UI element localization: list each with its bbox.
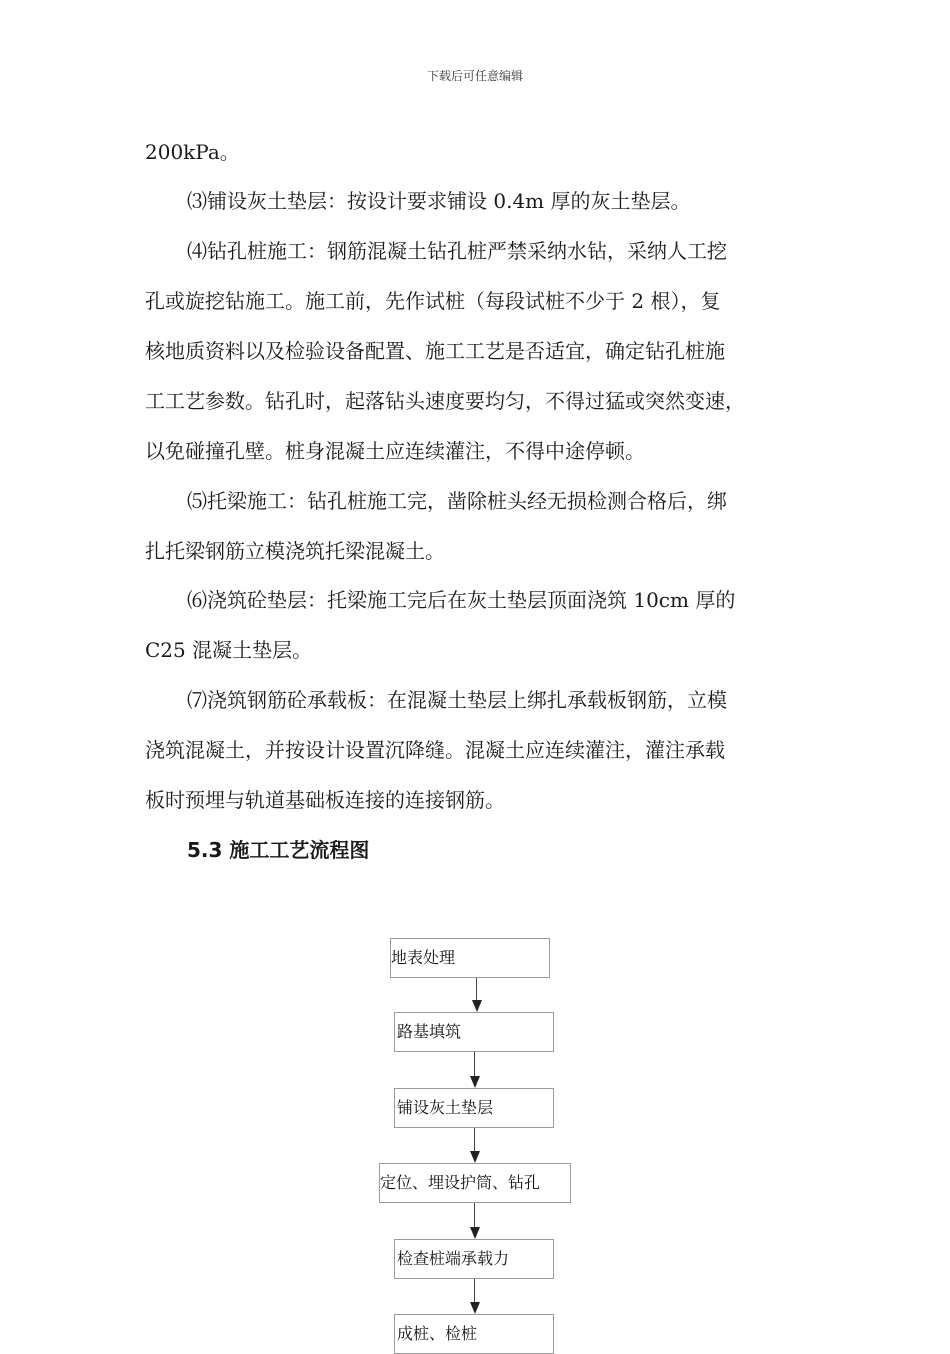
- text-line: C25 混凝土垫层。: [145, 638, 313, 662]
- flow-step-label: 定位、埋设护筒、钻孔: [380, 1173, 541, 1192]
- text-line: 核地质资料以及检验设备配置、施工工艺是否适宜，确定钻孔桩施: [145, 339, 725, 363]
- text-line: ⑷钻孔桩施工：钢筋混凝土钻孔桩严禁采纳水钻，采纳人工挖: [187, 239, 727, 263]
- text-line: 板时预埋与轨道基础板连接的连接钢筋。: [145, 788, 505, 812]
- text-line: 以免碰撞孔壁。桩身混凝土应连续灌注，不得中途停顿。: [145, 439, 645, 463]
- page-header: 下载后可任意编辑: [426, 69, 523, 83]
- section-heading: 5.3 施工工艺流程图: [187, 838, 370, 862]
- text-line: ⑹浇筑砼垫层：托梁施工完后在灰土垫层顶面浇筑 10cm 厚的: [187, 588, 736, 612]
- text-line: 工工艺参数。钻孔时，起落钻头速度要均匀，不得过猛或突然变速，: [145, 389, 745, 413]
- flow-step-label: 铺设灰土垫层: [397, 1098, 494, 1117]
- flow-step-label: 地表处理: [391, 948, 456, 967]
- flow-step-box: [390, 938, 550, 978]
- flow-step-label: 检查桩端承载力: [397, 1249, 510, 1268]
- flow-arrow: [472, 978, 482, 1012]
- flow-step-box: [379, 1163, 571, 1203]
- text-line: 浇筑混凝土，并按设计设置沉降缝。混凝土应连续灌注，灌注承载: [145, 738, 725, 762]
- flow-step-box: [394, 1088, 554, 1128]
- text-line: 200kPa。: [145, 140, 240, 164]
- flow-step-label: 路基填筑: [397, 1022, 462, 1041]
- flow-arrow: [470, 1052, 480, 1088]
- flow-step-box: [394, 1012, 554, 1052]
- flow-arrow: [470, 1128, 480, 1163]
- flow-step-box: [394, 1239, 554, 1279]
- text-line: 孔或旋挖钻施工。施工前，先作试桩（每段试桩不少于 2 根），复: [145, 289, 721, 313]
- flow-arrow: [470, 1203, 480, 1239]
- text-line: 扎托梁钢筋立模浇筑托梁混凝土。: [145, 539, 445, 563]
- flow-step-box: [394, 1314, 554, 1354]
- flow-step-label: 成桩、检桩: [397, 1324, 478, 1343]
- text-line: ⑺浇筑钢筋砼承载板：在混凝土垫层上绑扎承载板钢筋，立模: [187, 688, 727, 712]
- flow-arrow: [470, 1279, 480, 1314]
- text-line: ⑸托梁施工：钻孔桩施工完，凿除桩头经无损检测合格后，绑: [187, 489, 727, 513]
- text-line: ⑶铺设灰土垫层：按设计要求铺设 0.4m 厚的灰土垫层。: [187, 189, 691, 213]
